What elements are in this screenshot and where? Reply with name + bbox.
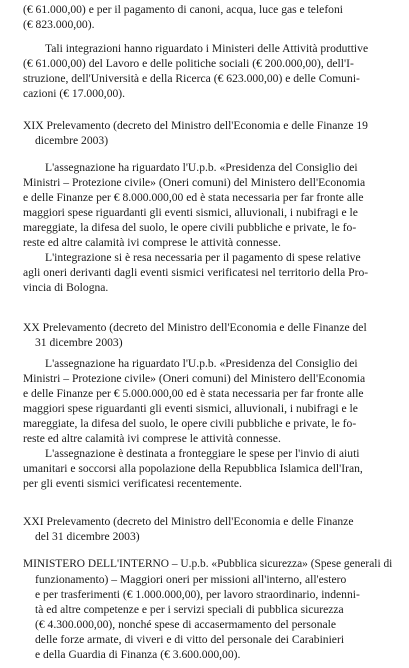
heading-line: XXI Prelevamento (decreto del Ministro dell'Economia e delle Finanze [23,515,354,528]
text-line: L'assegnazione è destinata a fronteggiare le spese per l'invio di aiuti [45,447,360,460]
integrazioni-paragraph [23,41,395,101]
text-line: umanitari e soccorsi alla popolazione della Repubblica Islamica dell'Iran, [23,462,363,475]
section-xix-paragraph-1 [23,160,395,250]
text-line: agli oneri derivanti dagli eventi sismici verificatesi nel territorio della Pro- [23,266,369,279]
text-line: (€ 823.000,00). [23,18,95,31]
text-line: mareggiate, la difesa del suolo, le opere civili pubbliche e private, le fo- [23,221,357,234]
heading-line: dicembre 2003) [35,134,109,147]
text-line: delle forze armate, di viveri e di vitto del personale dei Carabinieri [35,633,345,646]
text-line: L'integrazione si è resa necessaria per il pagamento di spese relative [45,251,361,264]
text-line: mareggiate, la difesa del suolo, le opere civili pubbliche e private, le fo- [23,417,357,430]
text-line: e delle Finanze per € 5.000.000,00 ed è stata necessaria per far fronte alle [23,387,364,400]
text-line: L'assegnazione ha riguardato l'U.p.b. «Presidenza del Consiglio dei [45,161,358,174]
text-line: Tali integrazioni hanno riguardato i Ministeri delle Attività produttive [45,42,369,55]
section-xxi-paragraph-1 [23,557,395,662]
text-line: tà ed altre competenze e per i servizi speciali di pubblica sicurezza [35,603,344,616]
opening-paragraph [23,2,395,32]
section-heading-xix [23,118,395,148]
text-line: vincia di Bologna. [23,281,109,294]
text-line: per gli eventi sismici verificatesi recentemente. [23,477,242,490]
section-heading-xx [23,320,395,350]
text-line: e della Guardia di Finanza (€ 3.600.000,00). [35,648,241,661]
text-line: funzionamento) – Maggiori oneri per missioni all'interno, all'estero [35,573,347,586]
section-xx-paragraph-1 [23,356,395,446]
text-line: (€ 4.300.000,00), nonché spese di accasermamento del personale [35,618,337,631]
text-line: Ministri – Protezione civile» (Oneri comuni) del Ministero dell'Economia [23,372,366,385]
text-line: reste ed altre calamità ivi comprese le attività connesse. [23,236,281,249]
section-heading-xxi [23,514,395,544]
text-line: (€ 61.000,00) del Lavoro e delle politiche sociali (€ 200.000,00), dell'I- [23,57,354,70]
text-line: MINISTERO DELL'INTERNO – U.p.b. «Pubblica sicurezza» (Spese generali di [23,558,393,570]
text-line: cazioni (€ 17.000,00). [23,87,126,100]
section-xx-paragraph-2 [23,446,395,491]
heading-line: del 31 dicembre 2003) [35,530,140,543]
text-line: e delle Finanze per € 8.000.000,00 ed è stata necessaria per far fronte alle [23,191,364,204]
text-line: (€ 61.000,00) e per il pagamento di canoni, acqua, luce gas e telefoni [23,3,343,16]
text-line: Ministri – Protezione civile» (Oneri comuni) del Ministero dell'Economia [23,176,366,189]
text-line: L'assegnazione ha riguardato l'U.p.b. «Presidenza del Consiglio dei [45,357,358,370]
text-line: maggiori spese riguardanti gli eventi sismici, alluvionali, i nubifragi e le [23,402,358,415]
heading-line: XIX Prelevamento (decreto del Ministro dell'Economia e delle Finanze 19 [23,119,368,132]
text-line: reste ed altre calamità ivi comprese le attività connesse. [23,432,281,445]
section-xix-paragraph-2 [23,250,395,295]
heading-line: XX Prelevamento (decreto del Ministro dell'Economia e delle Finanze del [23,321,367,334]
text-line: struzione, dell'Università e della Ricerca (€ 623.000,00) e delle Comuni- [23,72,360,85]
text-line: maggiori spese riguardanti gli eventi sismici, alluvionali, i nubifragi e le [23,206,358,219]
text-line: e per trasferimenti (€ 1.000.000,00), per lavoro straordinario, indenni- [35,588,360,601]
heading-line: 31 dicembre 2003) [35,336,123,349]
